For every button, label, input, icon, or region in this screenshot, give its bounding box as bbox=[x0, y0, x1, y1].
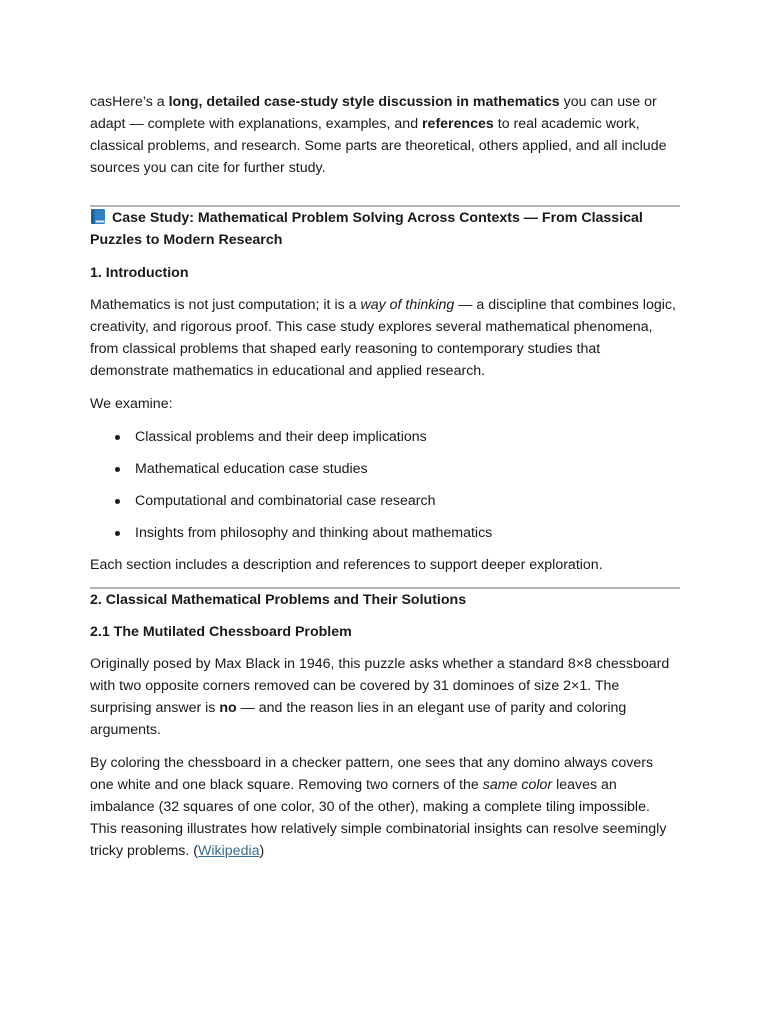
examine-list bbox=[90, 426, 680, 544]
list-item: Classical problems and their deep implications bbox=[135, 426, 680, 448]
intro-paragraph: casHere’s a long, detailed case-study style discussion in mathematics you can use or adapt — complete with explanations, examples, and references to real academic work, classical problems, and research. Some parts are theoretical, others applied, and all include sources you can cite for further study. bbox=[90, 94, 667, 176]
section-1-paragraph: Mathematics is not just computation; it is a way of thinking — a discipline that combines logic, creativity, and rigorous proof. This case study explores several mathematical phenomena, from classical problems that shaped early reasoning to contemporary studies that demonstrate mathematics in educational and applied research. bbox=[90, 297, 676, 379]
section-2-heading: 2. Classical Mathematical Problems and Their Solutions bbox=[90, 592, 467, 608]
chessboard-paragraph-2: By coloring the chessboard in a checker pattern, one sees that any domino always covers one white and one black square. Removing two corners of the same color leaves an imbalance (32 squares of one color, 30 of the other), making a complete tiling impossible. This reasoning illustrates how relatively simple combinatorial insights can resolve seemingly tricky problems. (Wikipedia) bbox=[90, 755, 667, 859]
chessboard-paragraph-1: Originally posed by Max Black in 1946, this puzzle asks whether a standard 8×8 chessboard with two opposite corners removed can be covered by 31 dominoes of size 2×1. The surprising answer is no — and the reason lies in an elegant use of parity and coloring arguments. bbox=[90, 656, 670, 738]
we-examine-text: We examine: bbox=[90, 396, 173, 412]
intro-bold-phrase: long, detailed case-study style discussion in mathematics bbox=[168, 94, 560, 110]
intro-bold-references: references bbox=[422, 116, 494, 132]
section-2-1-heading: 2.1 The Mutilated Chessboard Problem bbox=[90, 624, 352, 640]
section-1-heading: 1. Introduction bbox=[90, 265, 189, 281]
case-study-title: Case Study: Mathematical Problem Solving Across Contexts — From Classical Puzzles to Modern Research bbox=[90, 210, 643, 248]
list-item: Computational and combinatorial case research bbox=[135, 490, 680, 512]
blue-book-icon bbox=[90, 208, 106, 225]
document-content bbox=[90, 91, 680, 873]
section-1-closing: Each section includes a description and references to support deeper exploration. bbox=[90, 557, 603, 573]
list-item: Mathematical education case studies bbox=[135, 458, 680, 480]
wikipedia-link[interactable]: Wikipedia bbox=[198, 843, 260, 859]
list-item: Insights from philosophy and thinking about mathematics bbox=[135, 522, 680, 544]
